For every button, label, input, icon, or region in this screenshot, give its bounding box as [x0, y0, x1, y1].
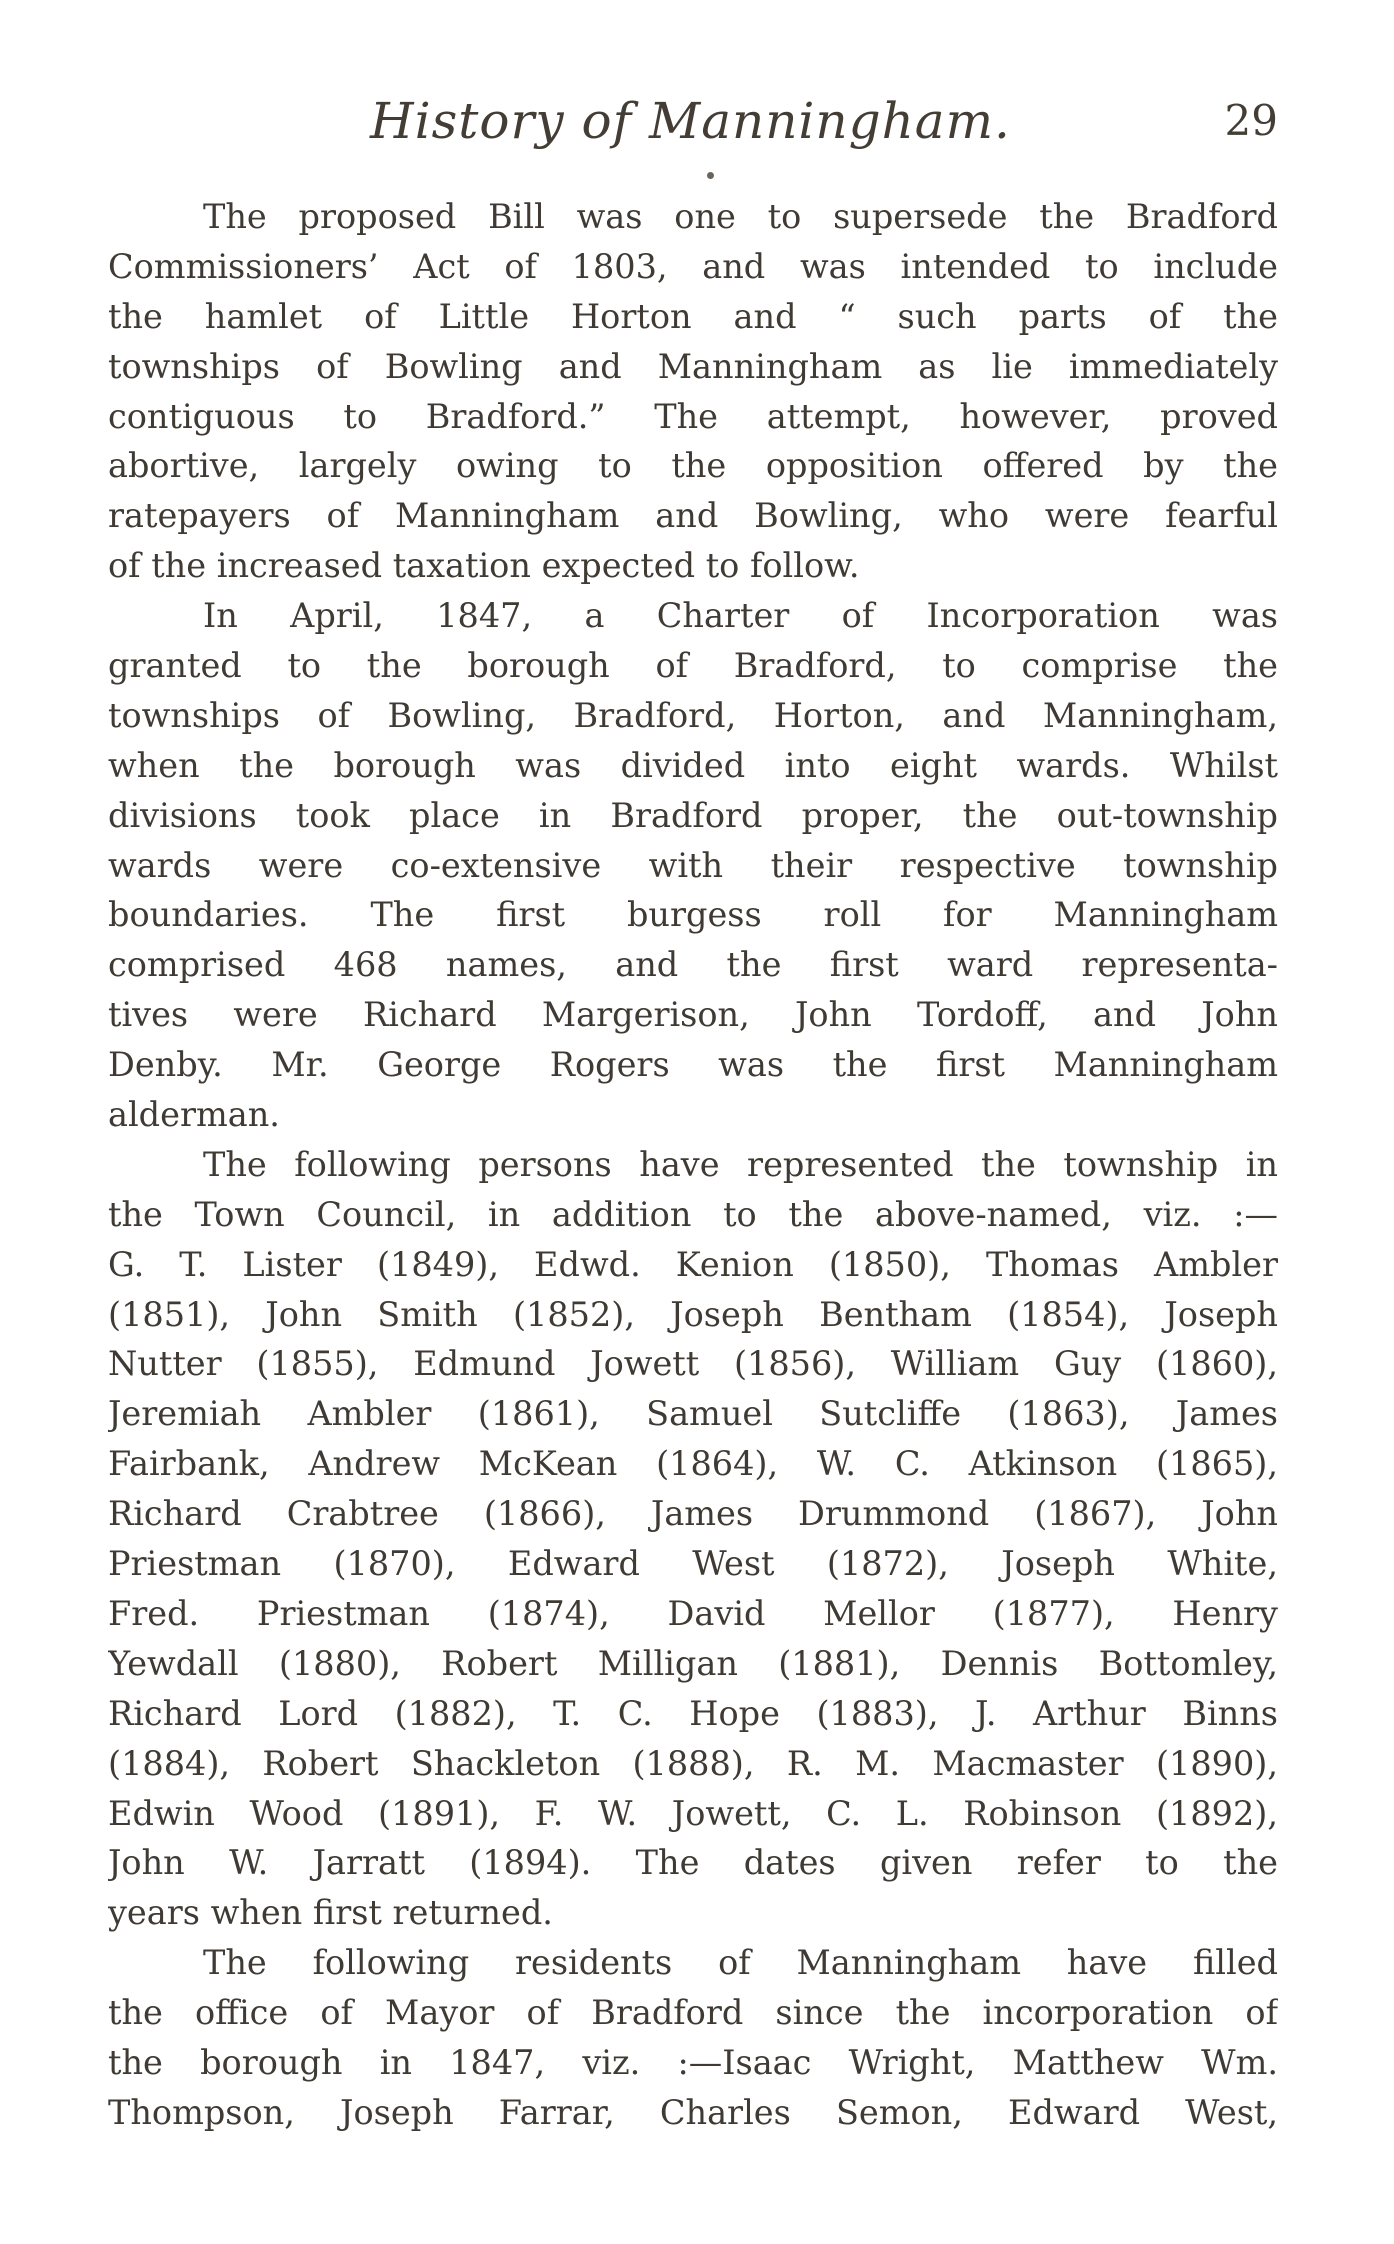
text-line: years when first returned. — [108, 1893, 553, 1933]
text-line: John W. Jarratt (1894). The dates given refer to the — [108, 1843, 1278, 1883]
text-line: In April, 1847, a Charter of Incorporation was — [203, 596, 1278, 636]
text-line: ratepayers of Manningham and Bowling, who were fearful — [108, 496, 1278, 536]
text-line: the Town Council, in addition to the above-named, viz. :— — [108, 1194, 1278, 1234]
text-line: (1851), John Smith (1852), Joseph Bentham (1854), Joseph — [108, 1294, 1278, 1334]
text-line: townships of Bowling and Manningham as lie immediately — [108, 346, 1278, 386]
text-line: the office of Mayor of Bradford since the incorporation of — [108, 1993, 1278, 2033]
text-line: of the increased taxation expected to follow. — [108, 546, 860, 586]
text-line: Commissioners’ Act of 1803, and was intended to include — [108, 246, 1278, 286]
text-line: comprised 468 names, and the first ward representa- — [108, 945, 1278, 985]
text-line: contiguous to Bradford.” The attempt, however, proved — [108, 396, 1278, 436]
text-line: Fred. Priestman (1874), David Mellor (1877), Henry — [108, 1593, 1278, 1633]
text-line: Yewdall (1880), Robert Milligan (1881), Dennis Bottomley, — [108, 1643, 1278, 1683]
text-line: Fairbank, Andrew McKean (1864), W. C. Atkinson (1865), — [108, 1444, 1278, 1484]
text-line: granted to the borough of Bradford, to comprise the — [108, 646, 1278, 686]
text-line: The following persons have represented the township in — [203, 1144, 1278, 1184]
text-line: Thompson, Joseph Farrar, Charles Semon, Edward West, — [108, 2092, 1278, 2132]
text-line: Richard Lord (1882), T. C. Hope (1883), J. Arthur Binns — [108, 1693, 1278, 1733]
page-number: 29 — [1224, 96, 1278, 145]
text-line: Nutter (1855), Edmund Jowett (1856), William Guy (1860), — [108, 1344, 1278, 1384]
text-line: when the borough was divided into eight wards. Whilst — [108, 745, 1278, 785]
text-line: abortive, largely owing to the opposition offered by the — [108, 446, 1278, 486]
body-text — [108, 192, 1278, 2138]
text-line: alderman. — [108, 1095, 280, 1135]
text-line: divisions took place in Bradford proper, the out-township — [108, 795, 1278, 835]
printer-dot — [707, 172, 714, 179]
page-header — [108, 92, 1278, 162]
text-line: G. T. Lister (1849), Edwd. Kenion (1850), Thomas Ambler — [108, 1244, 1278, 1284]
text-line: Edwin Wood (1891), F. W. Jowett, C. L. Robinson (1892), — [108, 1793, 1278, 1833]
text-line: the borough in 1847, viz. :—Isaac Wright, Matthew Wm. — [108, 2042, 1278, 2082]
text-line: Priestman (1870), Edward West (1872), Joseph White, — [108, 1544, 1278, 1584]
text-line: townships of Bowling, Bradford, Horton, and Manningham, — [108, 695, 1278, 735]
text-line: The proposed Bill was one to supersede the Bradford — [203, 197, 1278, 236]
text-line: Denby. Mr. George Rogers was the first Manningham — [108, 1045, 1278, 1085]
text-line: Jeremiah Ambler (1861), Samuel Sutcliffe (1863), James — [108, 1394, 1278, 1434]
text-line: the hamlet of Little Horton and “ such parts of the — [108, 296, 1278, 336]
text-line: The following residents of Manningham have filled — [203, 1943, 1278, 1983]
text-line: wards were co-extensive with their respective township — [108, 845, 1278, 885]
text-line: tives were Richard Margerison, John Tordoff, and John — [108, 995, 1278, 1035]
running-title: History of Manningham. — [370, 92, 1011, 150]
text-line: boundaries. The first burgess roll for Manningham — [108, 895, 1278, 935]
text-line: Richard Crabtree (1866), James Drummond (1867), John — [108, 1494, 1278, 1534]
text-line: (1884), Robert Shackleton (1888), R. M. Macmaster (1890), — [108, 1743, 1278, 1783]
